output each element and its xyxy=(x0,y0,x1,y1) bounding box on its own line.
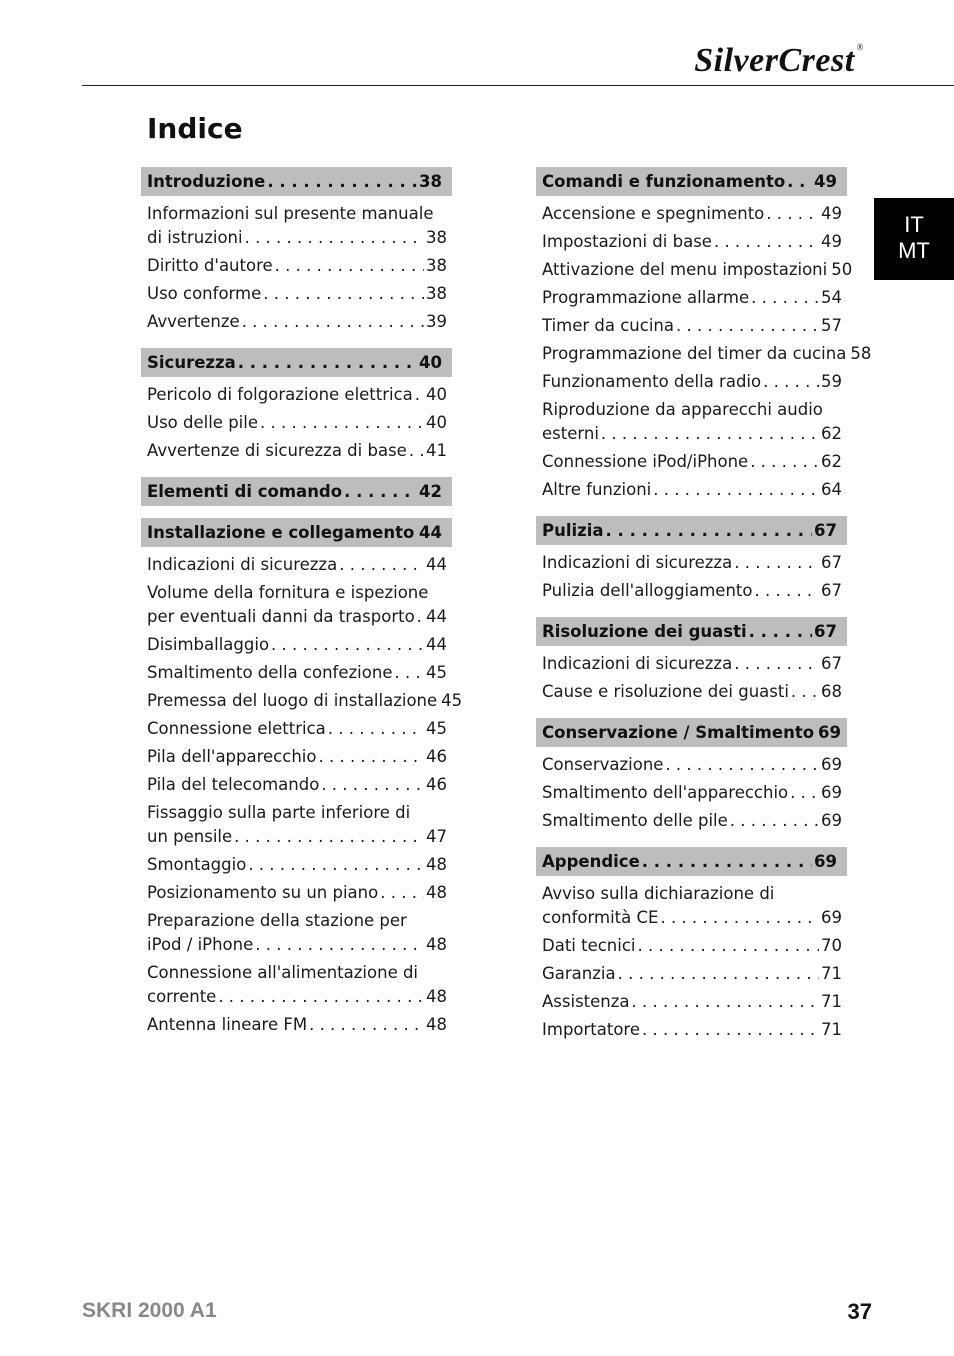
brand-logo xyxy=(694,42,864,80)
trademark-symbol: ® xyxy=(856,42,864,52)
entry-row xyxy=(147,689,463,713)
leader-dots xyxy=(263,282,424,306)
toc-entry[interactable] xyxy=(147,579,447,631)
toc-entry[interactable] xyxy=(147,851,447,879)
toc-entry[interactable] xyxy=(542,549,842,577)
entry-page: 44 xyxy=(426,607,447,626)
entry-row xyxy=(542,781,842,805)
entry-label-line1: Volume della fornitura e ispezione xyxy=(147,583,429,602)
entry-row xyxy=(147,553,447,577)
entry-row xyxy=(147,383,447,407)
leader-dots xyxy=(676,314,819,338)
section-heading[interactable] xyxy=(141,348,452,377)
entry-row xyxy=(542,286,842,310)
toc-section xyxy=(536,516,847,605)
entry-page: 57 xyxy=(821,316,842,335)
leader-dots xyxy=(238,348,417,377)
toc-entry[interactable] xyxy=(147,631,447,659)
entry-label: Accensione e spegnimento xyxy=(542,204,765,223)
entry-label: corrente xyxy=(147,987,217,1006)
language-tab-it: IT xyxy=(904,212,924,237)
entry-label: Connessione iPod/iPhone xyxy=(542,452,749,471)
entry-row xyxy=(147,605,447,629)
entry-page: 38 xyxy=(426,256,447,275)
leader-dots xyxy=(309,1013,424,1037)
entry-page: 59 xyxy=(821,372,842,391)
toc-section xyxy=(536,718,847,835)
leader-dots xyxy=(665,753,819,777)
toc-right-column xyxy=(536,167,872,1056)
toc-entry[interactable] xyxy=(147,280,447,308)
entry-page: 69 xyxy=(821,783,842,802)
section-page: 67 xyxy=(814,521,837,540)
entry-label: Programmazione allarme xyxy=(542,288,750,307)
toc-entry[interactable] xyxy=(542,368,842,396)
entry-row xyxy=(147,773,447,797)
leader-dots xyxy=(415,383,424,407)
entry-row xyxy=(147,411,447,435)
toc-entry[interactable] xyxy=(147,771,447,799)
entry-label: per eventuali danni da trasporto xyxy=(147,607,415,626)
leader-dots xyxy=(606,516,812,545)
leader-dots xyxy=(275,254,424,278)
entry-row xyxy=(542,422,842,446)
entry-page: 50 xyxy=(831,260,853,279)
entry-label: Pericolo di folgorazione elettrica xyxy=(147,385,413,404)
toc-section xyxy=(141,518,463,1039)
leader-dots xyxy=(248,853,424,877)
entry-page: 47 xyxy=(426,827,447,846)
leader-dots xyxy=(328,717,424,741)
toc-entry[interactable] xyxy=(542,448,842,476)
leader-dots xyxy=(791,680,819,704)
entry-row xyxy=(542,906,842,930)
leader-dots xyxy=(642,847,812,876)
leader-dots xyxy=(318,745,424,769)
leader-dots xyxy=(653,478,819,502)
entry-page: 38 xyxy=(426,284,447,303)
section-heading[interactable] xyxy=(536,718,847,747)
section-heading[interactable] xyxy=(141,167,452,196)
leader-dots xyxy=(242,310,424,334)
toc-entry[interactable] xyxy=(147,409,447,437)
section-heading[interactable] xyxy=(141,477,452,506)
entry-row xyxy=(542,934,842,958)
toc-entry[interactable] xyxy=(542,960,842,988)
leader-dots xyxy=(234,825,424,849)
entry-page: 40 xyxy=(426,385,447,404)
toc-entry[interactable] xyxy=(147,252,447,280)
section-title: Appendice xyxy=(542,852,640,871)
entry-row xyxy=(542,1018,842,1042)
entry-page: 49 xyxy=(821,232,842,251)
toc-entry[interactable] xyxy=(542,807,842,835)
toc-entry[interactable] xyxy=(542,751,842,779)
entry-label: Pulizia dell'alloggiamento xyxy=(542,581,753,600)
toc-entry[interactable] xyxy=(542,312,842,340)
entry-row xyxy=(147,717,447,741)
entry-row xyxy=(147,310,447,334)
leader-dots xyxy=(790,781,819,805)
leader-dots xyxy=(642,1018,819,1042)
entry-row xyxy=(147,853,447,877)
entry-label: Avvertenze xyxy=(147,312,240,331)
entry-list xyxy=(141,377,447,465)
section-heading[interactable] xyxy=(536,516,847,545)
toc-section xyxy=(141,167,452,336)
section-title: Comandi e funzionamento xyxy=(542,172,786,191)
toc-entry[interactable] xyxy=(542,650,842,678)
entry-label: Programmazione del timer da cucina xyxy=(542,344,847,363)
leader-dots xyxy=(751,286,819,310)
entry-page: 38 xyxy=(426,228,447,247)
entry-row xyxy=(542,202,842,226)
leader-dots xyxy=(734,652,819,676)
entry-label: Connessione elettrica xyxy=(147,719,326,738)
leader-dots xyxy=(763,370,819,394)
entry-row xyxy=(147,633,447,657)
entry-page: 45 xyxy=(426,663,447,682)
entry-label: esterni xyxy=(542,424,599,443)
entry-label: Altre funzioni xyxy=(542,480,652,499)
section-heading[interactable] xyxy=(536,617,847,646)
entry-page: 41 xyxy=(426,441,447,460)
leader-dots xyxy=(267,167,417,196)
entry-page: 68 xyxy=(821,682,842,701)
entry-page: 69 xyxy=(821,811,842,830)
entry-row xyxy=(542,370,842,394)
leader-dots xyxy=(394,661,424,685)
leader-dots xyxy=(271,633,424,657)
entry-label-line1: Riproduzione da apparecchi audio xyxy=(542,400,823,419)
leader-dots xyxy=(766,202,819,226)
entry-page: 71 xyxy=(821,992,842,1011)
leader-dots xyxy=(750,450,819,474)
leader-dots xyxy=(638,934,819,958)
entry-page: 39 xyxy=(426,312,447,331)
entry-label: Funzionamento della radio xyxy=(542,372,762,391)
entry-row xyxy=(147,985,447,1009)
entry-row xyxy=(147,439,447,463)
entry-label: Premessa del luogo di installazione xyxy=(147,691,438,710)
entry-row xyxy=(542,809,842,833)
entry-label: Smaltimento delle pile xyxy=(542,811,728,830)
toc-entry[interactable] xyxy=(542,396,842,448)
section-title: Pulizia xyxy=(542,521,604,540)
model-name: SKRI 2000 A1 xyxy=(82,1299,217,1322)
toc-entry[interactable] xyxy=(147,659,447,687)
toc-entry[interactable] xyxy=(147,959,447,1011)
leader-dots xyxy=(417,605,424,629)
section-page: 44 xyxy=(419,523,442,542)
entry-label: Dati tecnici xyxy=(542,936,636,955)
leader-dots xyxy=(754,579,819,603)
entry-label: Smontaggio xyxy=(147,855,247,874)
entry-page: 67 xyxy=(821,553,842,572)
toc-entry[interactable] xyxy=(542,228,842,256)
toc-entry[interactable] xyxy=(147,687,463,715)
entry-label: Assistenza xyxy=(542,992,630,1011)
section-page: 69 xyxy=(814,852,837,871)
entry-page: 71 xyxy=(821,964,842,983)
entry-page: 54 xyxy=(821,288,842,307)
entry-page: 40 xyxy=(426,413,447,432)
toc-section xyxy=(536,617,847,706)
entry-page: 62 xyxy=(821,424,842,443)
entry-page: 44 xyxy=(426,635,447,654)
entry-row xyxy=(147,825,447,849)
brand-name: SilverCrest xyxy=(694,42,855,79)
entry-list xyxy=(141,196,447,336)
entry-page: 62 xyxy=(821,452,842,471)
entry-page: 69 xyxy=(821,755,842,774)
leader-dots xyxy=(409,439,424,463)
toc-entry[interactable] xyxy=(147,799,447,851)
entry-row xyxy=(147,282,447,306)
entry-page: 48 xyxy=(426,883,447,902)
toc-entry[interactable] xyxy=(542,932,842,960)
entry-label: Garanzia xyxy=(542,964,616,983)
entry-label: Posizionamento su un piano xyxy=(147,883,379,902)
entry-list xyxy=(141,547,463,1039)
entry-label: Avvertenze di sicurezza di base xyxy=(147,441,407,460)
entry-label: Indicazioni di sicurezza xyxy=(542,553,733,572)
entry-label: di istruzioni xyxy=(147,228,243,247)
entry-row xyxy=(542,962,842,986)
entry-row xyxy=(147,254,447,278)
entry-page: 69 xyxy=(821,908,842,927)
leader-dots xyxy=(416,518,417,547)
entry-label-line1: Connessione all'alimentazione di xyxy=(147,963,419,982)
entry-page: 48 xyxy=(426,1015,447,1034)
section-title: Introduzione xyxy=(147,172,266,191)
entry-label-line1: Informazioni sul presente manuale xyxy=(147,204,434,223)
toc-section xyxy=(536,847,847,1044)
toc-entry[interactable] xyxy=(147,381,447,409)
section-page: 40 xyxy=(419,353,442,372)
entry-row xyxy=(542,314,842,338)
entry-row xyxy=(542,753,842,777)
leader-dots xyxy=(339,553,424,577)
section-page: 69 xyxy=(818,723,842,742)
toc-entry[interactable] xyxy=(542,200,842,228)
toc-entry[interactable] xyxy=(542,476,842,504)
entry-row xyxy=(147,661,447,685)
section-title: Conservazione / Smaltimento xyxy=(542,723,815,742)
toc-entry[interactable] xyxy=(147,907,447,959)
toc-entry[interactable] xyxy=(147,200,447,252)
leader-dots xyxy=(260,411,424,435)
section-page: 42 xyxy=(419,482,442,501)
entry-label: Cause e risoluzione dei guasti xyxy=(542,682,789,701)
section-heading[interactable] xyxy=(141,518,452,547)
leader-dots xyxy=(618,962,819,986)
entry-page: 48 xyxy=(426,987,447,1006)
entry-label: Pila dell'apparecchio xyxy=(147,747,317,766)
entry-row xyxy=(542,652,842,676)
entry-row xyxy=(542,478,842,502)
entry-row xyxy=(542,342,872,366)
toc-entry[interactable] xyxy=(542,1016,842,1044)
entry-label: Uso conforme xyxy=(147,284,262,303)
section-title: Sicurezza xyxy=(147,353,236,372)
toc-entry[interactable] xyxy=(542,577,842,605)
header-rule xyxy=(82,85,954,86)
entry-label: Antenna lineare FM xyxy=(147,1015,308,1034)
entry-label: Indicazioni di sicurezza xyxy=(147,555,338,574)
leader-dots xyxy=(218,985,424,1009)
section-heading[interactable] xyxy=(536,847,847,876)
entry-page: 70 xyxy=(821,936,842,955)
entry-label: Impostazioni di base xyxy=(542,232,712,251)
toc-entry[interactable] xyxy=(147,308,447,336)
entry-list xyxy=(536,196,872,504)
entry-label: Smaltimento dell'apparecchio xyxy=(542,783,789,802)
leader-dots xyxy=(380,881,424,905)
toc-section xyxy=(536,167,872,504)
leader-dots xyxy=(344,477,417,506)
toc-entry[interactable] xyxy=(542,779,842,807)
section-title: Installazione e collegamento xyxy=(147,523,415,542)
toc-entry[interactable] xyxy=(147,551,447,579)
section-page: 38 xyxy=(419,172,442,191)
entry-label: Diritto d'autore xyxy=(147,256,273,275)
toc-entry[interactable] xyxy=(147,743,447,771)
entry-label: conformità CE xyxy=(542,908,659,927)
language-tab-mt: MT xyxy=(898,238,930,263)
entry-label: Pila del telecomando xyxy=(147,775,320,794)
toc-left-column xyxy=(141,167,463,1051)
entry-list xyxy=(536,876,842,1044)
toc-entry[interactable] xyxy=(147,437,447,465)
entry-page: 58 xyxy=(850,344,872,363)
entry-row xyxy=(147,745,447,769)
section-heading[interactable] xyxy=(536,167,847,196)
toc-entry[interactable] xyxy=(542,340,872,368)
toc-entry[interactable] xyxy=(542,880,842,932)
section-page: 67 xyxy=(814,622,837,641)
leader-dots xyxy=(730,809,819,833)
entry-label-line1: Fissaggio sulla parte inferiore di xyxy=(147,803,411,822)
entry-page: 44 xyxy=(426,555,447,574)
section-title: Risoluzione dei guasti xyxy=(542,622,747,641)
toc-entry[interactable] xyxy=(542,988,842,1016)
entry-page: 46 xyxy=(426,747,447,766)
toc-section xyxy=(141,348,452,465)
leader-dots xyxy=(660,906,819,930)
leader-dots xyxy=(601,422,819,446)
entry-page: 67 xyxy=(821,581,842,600)
leader-dots xyxy=(255,933,424,957)
entry-page: 48 xyxy=(426,855,447,874)
toc-entry[interactable] xyxy=(542,256,853,284)
entry-row xyxy=(147,226,447,250)
entry-list xyxy=(536,545,842,605)
entry-row xyxy=(542,551,842,575)
entry-label: iPod / iPhone xyxy=(147,935,254,954)
leader-dots xyxy=(245,226,424,250)
entry-label: Timer da cucina xyxy=(542,316,674,335)
entry-label: Disimballaggio xyxy=(147,635,270,654)
page-number: 37 xyxy=(847,1299,872,1324)
entry-page: 48 xyxy=(426,935,447,954)
language-tab xyxy=(874,198,954,280)
entry-page: 45 xyxy=(441,691,463,710)
entry-page: 71 xyxy=(821,1020,842,1039)
entry-row xyxy=(147,933,447,957)
toc-entry[interactable] xyxy=(542,678,842,706)
entry-list xyxy=(536,747,842,835)
leader-dots xyxy=(632,990,819,1014)
entry-label-line1: Avviso sulla dichiarazione di xyxy=(542,884,775,903)
entry-row xyxy=(542,680,842,704)
toc-section xyxy=(141,477,452,506)
leader-dots xyxy=(321,773,424,797)
entry-label: un pensile xyxy=(147,827,233,846)
entry-label: Indicazioni di sicurezza xyxy=(542,654,733,673)
entry-row xyxy=(542,230,842,254)
entry-label: Importatore xyxy=(542,1020,641,1039)
entry-list xyxy=(536,646,842,706)
entry-row xyxy=(542,990,842,1014)
entry-row xyxy=(147,881,447,905)
leader-dots xyxy=(714,230,819,254)
toc-entry[interactable] xyxy=(542,284,842,312)
entry-page: 45 xyxy=(426,719,447,738)
leader-dots xyxy=(787,167,812,196)
entry-page: 49 xyxy=(821,204,842,223)
entry-row xyxy=(542,579,842,603)
entry-label: Smaltimento della confezione xyxy=(147,663,393,682)
entry-page: 64 xyxy=(821,480,842,499)
toc-entry[interactable] xyxy=(147,879,447,907)
section-page: 49 xyxy=(814,172,837,191)
leader-dots xyxy=(734,551,819,575)
entry-row xyxy=(542,450,842,474)
toc-entry[interactable] xyxy=(147,715,447,743)
entry-label: Attivazione del menu impostazioni xyxy=(542,260,828,279)
entry-row xyxy=(542,258,853,282)
page-title: Indice xyxy=(147,112,243,145)
entry-label: Conservazione xyxy=(542,755,664,774)
section-title: Elementi di comando xyxy=(147,482,343,501)
entry-label-line1: Preparazione della stazione per xyxy=(147,911,407,930)
entry-label: Uso delle pile xyxy=(147,413,258,432)
entry-row xyxy=(147,1013,447,1037)
entry-page: 46 xyxy=(426,775,447,794)
toc-entry[interactable] xyxy=(147,1011,447,1039)
leader-dots xyxy=(749,617,812,646)
entry-page: 67 xyxy=(821,654,842,673)
